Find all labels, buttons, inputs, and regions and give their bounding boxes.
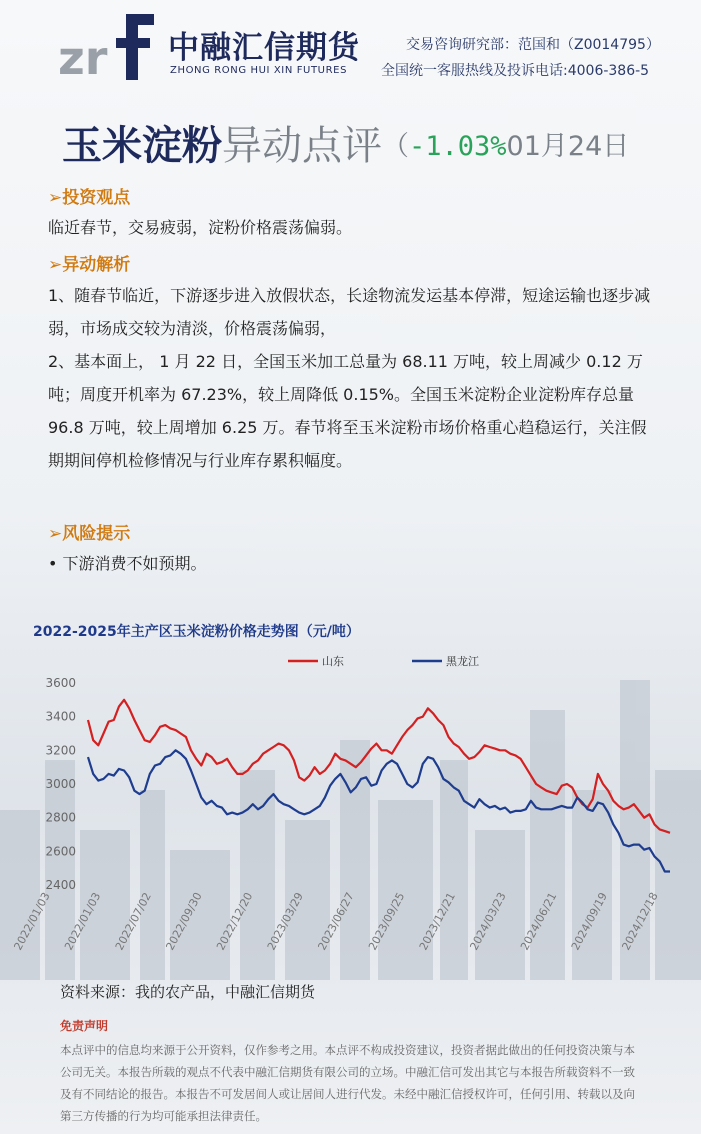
y-tick-label: 3000 xyxy=(45,777,76,791)
x-tick-label: 2022/07/02 xyxy=(112,890,154,953)
x-tick-label: 2024/09/19 xyxy=(568,890,610,953)
company-logo-icon xyxy=(58,10,158,85)
series-line-1 xyxy=(88,750,670,871)
x-tick-label: 2022/09/30 xyxy=(163,890,205,953)
x-tick-label: 2022/12/20 xyxy=(214,890,256,953)
y-tick-label: 3400 xyxy=(45,709,76,724)
disclaimer-title: 免责声明 xyxy=(60,1019,109,1033)
x-tick-label: 2022/01/03 xyxy=(11,890,53,953)
x-tick-label: 2023/06/27 xyxy=(315,890,357,953)
x-tick-label: 2023/03/29 xyxy=(264,890,306,953)
company-name-en: ZHONG RONG HUI XIN FUTURES xyxy=(170,65,348,76)
price-change: -1.03% xyxy=(409,131,507,162)
company-name-cn: 中融汇信期货 xyxy=(168,30,360,66)
legend-label-0: 山东 xyxy=(322,655,344,668)
x-tick-label: 2023/09/25 xyxy=(366,890,408,953)
series-line-0 xyxy=(88,700,670,833)
hotline-contact: 全国统一客服热线及投诉电话:4006-386-5 xyxy=(381,63,650,79)
research-contact: 交易咨询研究部：范国和（Z0014795） xyxy=(406,37,660,53)
y-tick-label: 3600 xyxy=(45,676,76,690)
y-tick-label: 2600 xyxy=(45,844,76,859)
view-heading: ➢投资观点 xyxy=(48,188,131,208)
x-tick-label: 2023/12/21 xyxy=(416,890,458,953)
analysis-heading: ➢异动解析 xyxy=(48,255,131,275)
price-trend-chart xyxy=(11,645,690,965)
report-title xyxy=(62,114,629,171)
y-tick-label: 2800 xyxy=(45,810,76,825)
y-tick-label: 2400 xyxy=(45,878,76,892)
y-tick-label: 3200 xyxy=(45,743,76,758)
risk-heading: ➢风险提示 xyxy=(48,524,131,544)
analysis-point-1: 1、随春节临近，下游逐步进入放假状态，长途物流发运基本停滞，短途运输也逐步减弱，市场成交较为清淡，价格震荡偏弱， xyxy=(48,286,651,338)
legend-label-1: 黑龙江 xyxy=(446,655,479,668)
x-tick-label: 2024/12/18 xyxy=(619,890,661,953)
chart-title: 2022-2025年主产区玉米淀粉价格走势图（元/吨） xyxy=(33,624,360,640)
x-tick-label: 2022/01/03 xyxy=(62,890,104,953)
view-text: 临近春节，交易疲弱，淀粉价格震荡偏弱。 xyxy=(48,218,353,237)
svg-text:zr: zr xyxy=(58,31,108,85)
title-main: 玉米淀粉 xyxy=(62,123,222,169)
risk-item: • 下游消费不如预期。 xyxy=(48,554,207,573)
data-source: 资料来源：我的农产品，中融汇信期货 xyxy=(60,983,316,1001)
x-tick-label: 2024/03/23 xyxy=(467,890,509,953)
report-date: 01月24日 xyxy=(506,131,630,162)
analysis-point-2: 2、基本面上， 1 月 22 日，全国玉米加工总量为 68.11 万吨，较上周减少 0.12 万吨；周度开机率为 67.23%，较上周降低 0.15%。全国玉米淀粉企业淀粉库存总量 96.8 万吨，较上周增加 6.25 万。春节将至玉米淀粉市场价格重心趋稳运行，关注假期期间停机检修情况与行业库存累积幅度。 xyxy=(48,352,647,470)
disclaimer-text: 本点评中的信息均来源于公开资料，仅作参考之用。本点评不构成投资建议，投资者据此做出的任何投资决策与本公司无关。本报告所载的观点不代表中融汇信期货有限公司的立场。中融汇信可发出其它与本报告所载资料不一致及有不同结论的报告。本报告不可发居间人或让居间人进行代发。未经中融汇信授权许可，任何引用、转载以及向第三方传播的行为均可能承担法律责任。 xyxy=(60,1043,635,1123)
header xyxy=(0,0,701,95)
x-tick-label: 2024/06/21 xyxy=(518,890,560,953)
title-sub: 异动点评 xyxy=(222,123,382,169)
title-paren: （ xyxy=(382,131,409,162)
